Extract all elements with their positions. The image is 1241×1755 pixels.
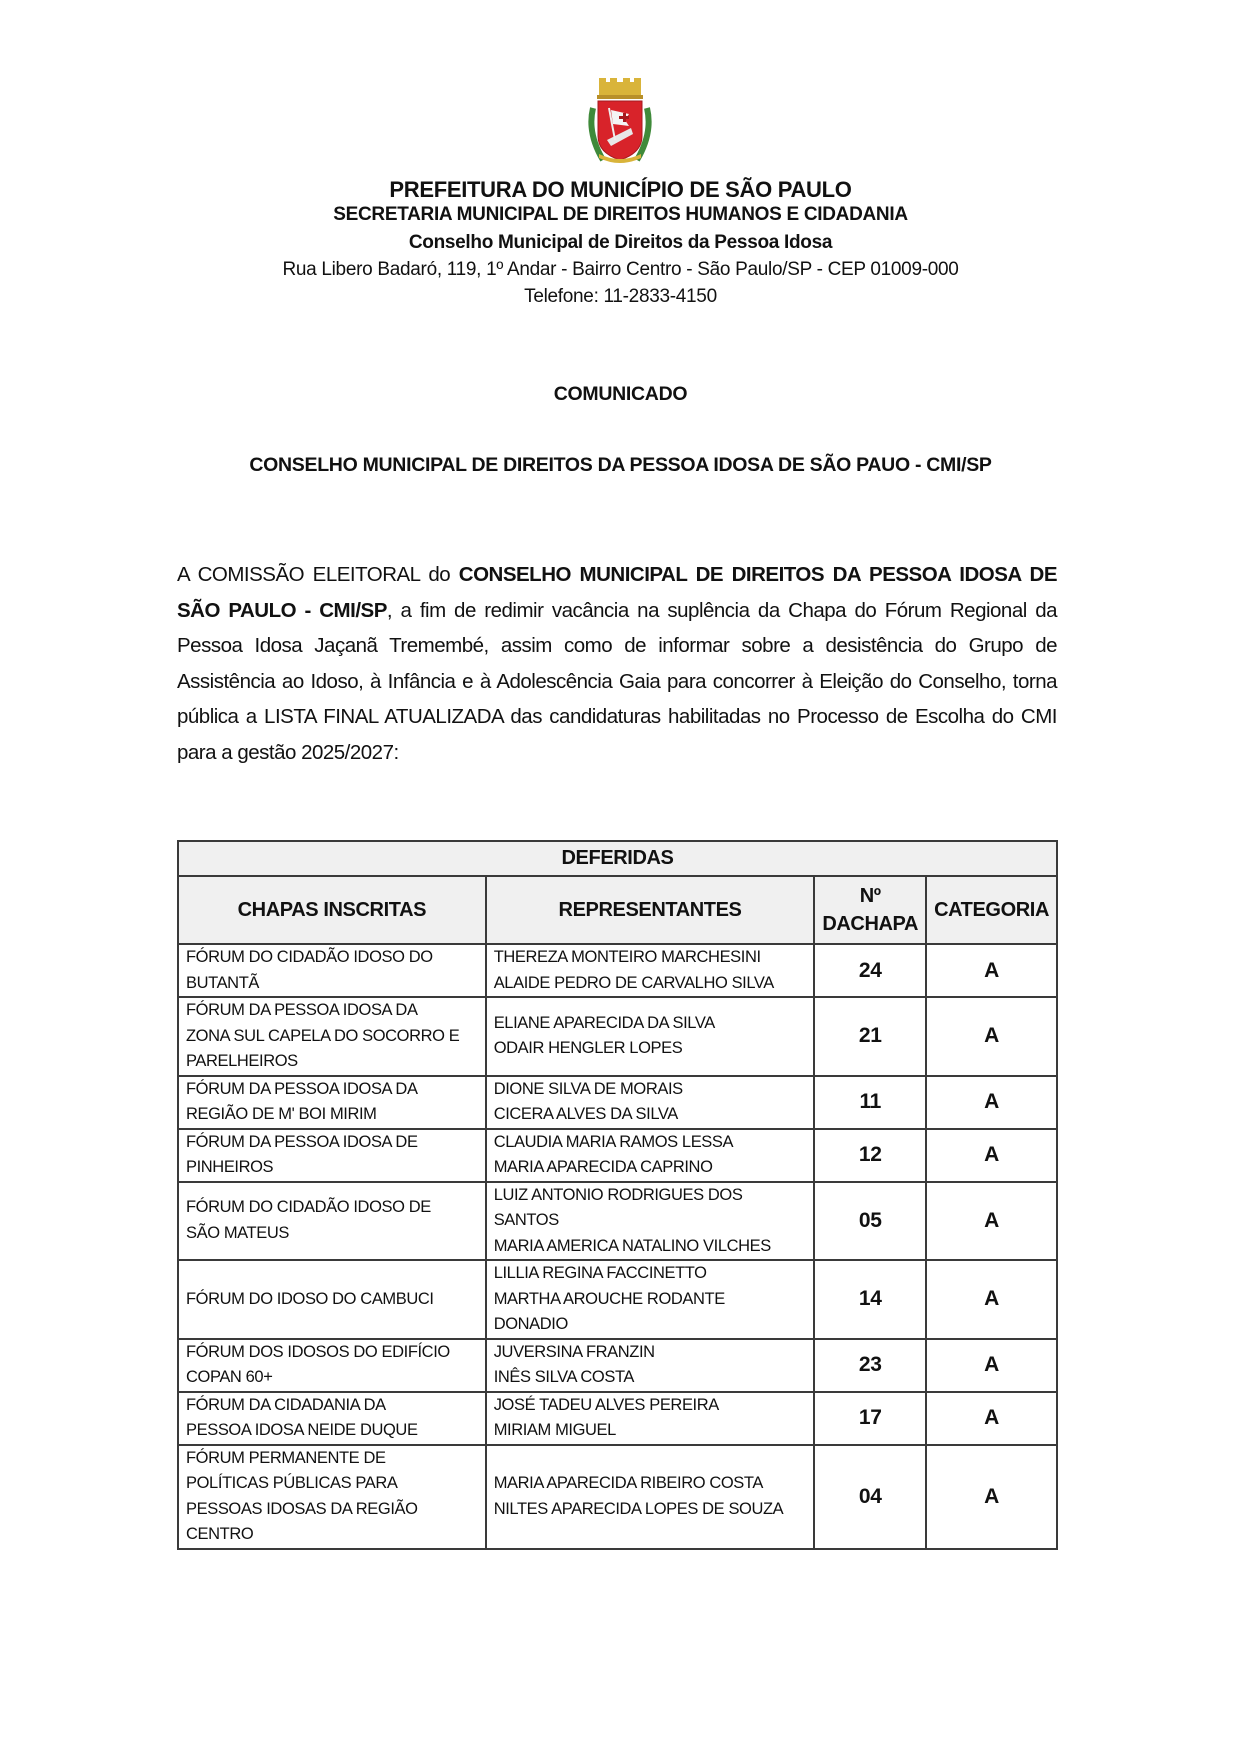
cell-categoria: A [926,1445,1057,1549]
letterhead-city-hall: PREFEITURA DO MUNICÍPIO DE SÃO PAULO [389,177,852,202]
cell-chapa [178,1339,486,1392]
chapa-line: FÓRUM DA PESSOA IDOSA DA [186,1001,418,1019]
numero-label-line2: CHAPA [850,913,919,935]
cell-numero-chapa: 05 [814,1182,926,1261]
chapa-line: FÓRUM DO CIDADÃO IDOSO DO [186,948,433,966]
cell-numero-chapa: 04 [814,1445,926,1549]
cell-chapa [178,1076,486,1129]
cell-categoria: A [926,997,1057,1076]
chapa-line: SÃO MATEUS [186,1223,289,1242]
table-row [178,1260,1057,1339]
chapa-line: FÓRUM DA CIDADANIA DA [186,1395,386,1414]
chapa-line: PARELHEIROS [186,1052,298,1070]
representante-line: LILLIA REGINA FACCINETTO [493,1264,707,1282]
numero-label-line1: Nº DA [822,885,881,935]
cell-chapa [178,997,486,1076]
chapa-line: CENTRO [186,1525,254,1543]
representante-line: ELIANE APARECIDA DA SILVA [493,1013,715,1032]
cell-chapa [178,1129,486,1182]
document-title: COMUNICADO [553,383,688,405]
chapa-line: FÓRUM DOS IDOSOS DO EDIFÍCIO [186,1342,450,1361]
cell-chapa [178,1445,486,1549]
representante-line: NILTES APARECIDA LOPES DE SOUZA [493,1499,784,1518]
table-row [178,1182,1057,1261]
table-body [178,944,1057,1549]
chapa-line: PESSOAS IDOSAS DA REGIÃO [186,1499,418,1518]
table-row [178,1129,1057,1182]
representante-line: ODAIR HENGLER LOPES [493,1039,683,1058]
cell-categoria: A [926,1260,1057,1339]
cell-chapa [178,944,486,997]
representante-line: THEREZA MONTEIRO MARCHESINI [493,948,761,966]
cell-categoria: A [926,1076,1057,1129]
cell-representantes [486,1339,815,1392]
representante-line: SANTOS [493,1211,559,1229]
cell-numero-chapa: 24 [814,944,926,997]
representante-line: DIONE SILVA DE MORAIS [493,1079,683,1098]
chapa-line: FÓRUM PERMANENTE DE [186,1448,386,1467]
chapa-line: ZONA SUL CAPELA DO SOCORRO E [186,1026,460,1045]
table-group-header: DEFERIDAS [178,841,1057,876]
chapa-line: PESSOA IDOSA NEIDE DUQUE [186,1421,418,1439]
cell-categoria: A [926,1339,1057,1392]
cell-categoria: A [926,1182,1057,1261]
letterhead-phone: Telefone: 11-2833-4150 [524,286,717,307]
representante-line: MARTHA AROUCHE RODANTE [493,1289,725,1308]
representante-line: JUVERSINA FRANZIN [493,1342,655,1361]
column-header-representantes: REPRESENTANTES [486,876,815,944]
cell-representantes [486,1392,815,1445]
cell-numero-chapa: 12 [814,1129,926,1182]
chapa-line: FÓRUM DO IDOSO DO CAMBUCI [186,1289,434,1308]
column-header-numero [814,876,926,944]
representante-line: CLAUDIA MARIA RAMOS LESSA [493,1132,734,1151]
chapa-line: COPAN 60+ [186,1368,273,1386]
table-row [178,1339,1057,1392]
candidates-table [177,840,1058,1550]
chapa-line: POLÍTICAS PÚBLICAS PARA [186,1474,398,1492]
representante-line: INÊS SILVA COSTA [493,1368,635,1386]
column-header-chapas: CHAPAS INSCRITAS [178,876,486,944]
cell-chapa [178,1260,486,1339]
paragraph-rest: , a fim de redimir vacância na suplência da Chapa do Fórum Regional da Pessoa Idosa Jaçanã Tremembé, assim como de informar sobre a desistência do Grupo de Assistência ao Idoso, à Infância e à Adolescência Gaia para concorrer à Eleição do Conselho, torna pública a LISTA FINAL ATUALIZADA das candidaturas habilitadas no Processo de Escolha do CMI para a gestão 2025/2027: [177,598,1058,764]
cell-numero-chapa: 11 [814,1076,926,1129]
coat-of-arms-icon [585,78,655,170]
cell-representantes [486,944,815,997]
chapa-line: REGIÃO DE M' BOI MIRIM [186,1105,377,1123]
cell-representantes [486,1445,815,1549]
chapa-line: FÓRUM DA PESSOA IDOSA DE [186,1132,418,1151]
cell-categoria: A [926,944,1057,997]
representante-line: DONADIO [493,1315,568,1333]
representante-line: MARIA APARECIDA RIBEIRO COSTA [493,1474,763,1492]
table-row [178,1076,1057,1129]
cell-categoria: A [926,1129,1057,1182]
representante-line: MIRIAM MIGUEL [493,1421,616,1439]
cell-representantes [486,1260,815,1339]
chapa-line: BUTANTÃ [186,973,259,992]
cell-numero-chapa: 23 [814,1339,926,1392]
cell-representantes [486,1182,815,1261]
table-row [178,1445,1057,1549]
letterhead-secretariat: SECRETARIA MUNICIPAL DE DIREITOS HUMANOS E CIDADANIA [333,204,908,225]
representante-line: ALAIDE PEDRO DE CARVALHO SILVA [493,973,774,992]
cell-numero-chapa: 21 [814,997,926,1076]
representante-line: CICERA ALVES DA SILVA [493,1105,678,1123]
letterhead-address: Rua Libero Badaró, 119, 1º Andar - Bairro Centro - São Paulo/SP - CEP 01009-000 [282,259,959,280]
representante-line: MARIA APARECIDA CAPRINO [493,1158,713,1176]
chapa-line: FÓRUM DO CIDADÃO IDOSO DE [186,1198,431,1217]
paragraph-intro: A COMISSÃO ELEITORAL do [177,563,459,586]
announcement-paragraph [177,557,1057,770]
representante-line: LUIZ ANTONIO RODRIGUES DOS [493,1185,743,1204]
cell-numero-chapa: 14 [814,1260,926,1339]
chapa-line: FÓRUM DA PESSOA IDOSA DA [186,1079,418,1098]
cell-chapa [178,1392,486,1445]
representante-line: MARIA AMERICA NATALINO VILCHES [493,1236,771,1255]
table-row [178,944,1057,997]
cell-chapa [178,1182,486,1261]
document-subtitle: CONSELHO MUNICIPAL DE DIREITOS DA PESSOA IDOSA DE SÃO PAUO - CMI/SP [249,454,992,476]
cell-representantes [486,1076,815,1129]
column-header-categoria: CATEGORIA [926,876,1057,944]
cell-categoria: A [926,1392,1057,1445]
cell-representantes [486,997,815,1076]
chapa-line: PINHEIROS [186,1158,274,1176]
cell-representantes [486,1129,815,1182]
table-row [178,1392,1057,1445]
letterhead-council: Conselho Municipal de Direitos da Pessoa Idosa [408,232,833,253]
representante-line: JOSÉ TADEU ALVES PEREIRA [493,1395,719,1414]
cell-numero-chapa: 17 [814,1392,926,1445]
table-row [178,997,1057,1076]
paragraph-council-name: CONSELHO MUNICIPAL DE DIREITOS DA PESSOA IDOSA DE SÃO PAULO - CMI/SP [177,563,1057,622]
